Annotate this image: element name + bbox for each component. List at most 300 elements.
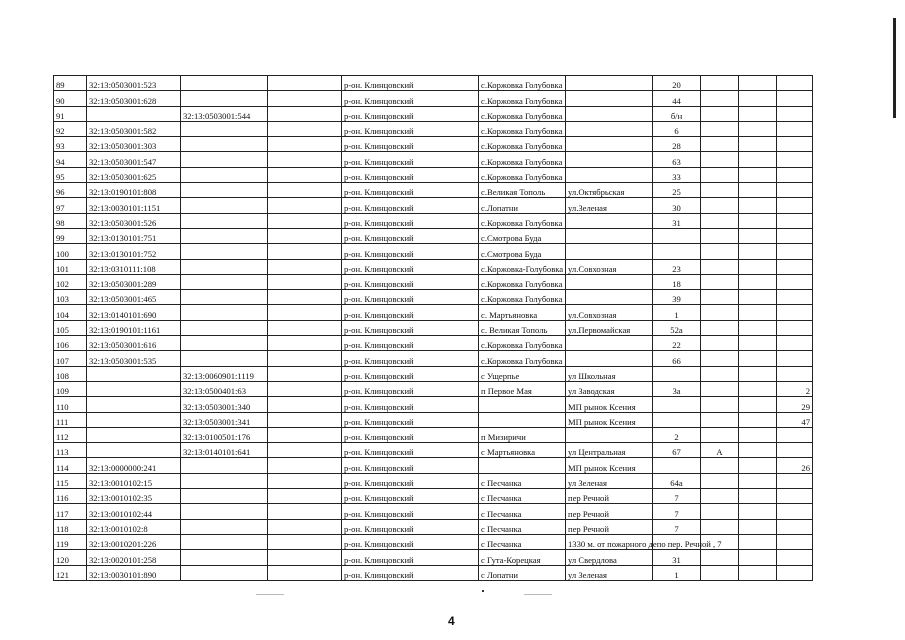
house-number-cell: 2 bbox=[653, 427, 701, 442]
house-number-cell: 66 bbox=[653, 351, 701, 366]
table-row bbox=[54, 458, 813, 473]
settlement-cell: с Ущерпье bbox=[479, 366, 566, 381]
building-letter-cell bbox=[701, 152, 739, 167]
table-row bbox=[54, 137, 813, 152]
street-cell bbox=[566, 213, 653, 228]
extra-cell bbox=[739, 305, 777, 320]
registry-rows bbox=[54, 76, 813, 581]
empty-cell bbox=[268, 565, 342, 580]
cadastral-number-cell bbox=[87, 397, 181, 412]
row-number-cell: 117 bbox=[54, 504, 87, 519]
cadastral-number-cell bbox=[87, 381, 181, 396]
house-number-cell bbox=[653, 397, 701, 412]
street-cell bbox=[566, 106, 653, 121]
settlement-cell: с. Мартьяновка bbox=[479, 305, 566, 320]
extra-cell bbox=[739, 550, 777, 565]
settlement-cell: с Мартьяновка bbox=[479, 443, 566, 458]
settlement-cell bbox=[479, 458, 566, 473]
area-cell bbox=[777, 76, 813, 91]
table-row bbox=[54, 534, 813, 549]
cadastral-number-alt-cell bbox=[181, 320, 268, 335]
cadastral-number-cell: 32:13:0020101:258 bbox=[87, 550, 181, 565]
empty-cell bbox=[268, 504, 342, 519]
district-cell: р-он. Клинцовский bbox=[342, 320, 479, 335]
row-number-cell: 99 bbox=[54, 228, 87, 243]
settlement-cell: п Первое Мая bbox=[479, 381, 566, 396]
cadastral-number-cell: 32:13:0010102:8 bbox=[87, 519, 181, 534]
street-cell: ул.Зеленая bbox=[566, 198, 653, 213]
cadastral-number-alt-cell bbox=[181, 183, 268, 198]
street-cell: МП рынок Ксения bbox=[566, 412, 653, 427]
house-number-cell: 25 bbox=[653, 183, 701, 198]
house-number-cell: 18 bbox=[653, 274, 701, 289]
empty-cell bbox=[268, 351, 342, 366]
area-cell bbox=[777, 366, 813, 381]
empty-cell bbox=[268, 336, 342, 351]
street-cell bbox=[566, 152, 653, 167]
area-cell bbox=[777, 213, 813, 228]
extra-cell bbox=[739, 290, 777, 305]
empty-cell bbox=[268, 489, 342, 504]
empty-cell bbox=[268, 106, 342, 121]
district-cell: р-он. Клинцовский bbox=[342, 519, 479, 534]
extra-cell bbox=[739, 381, 777, 396]
district-cell: р-он. Клинцовский bbox=[342, 443, 479, 458]
row-number-cell: 92 bbox=[54, 121, 87, 136]
extra-cell bbox=[739, 213, 777, 228]
house-number-cell: 67 bbox=[653, 443, 701, 458]
building-letter-cell bbox=[701, 412, 739, 427]
house-number-cell: 33 bbox=[653, 167, 701, 182]
district-cell: р-он. Клинцовский bbox=[342, 290, 479, 305]
cadastral-number-cell: 32:13:0190101:808 bbox=[87, 183, 181, 198]
table-row bbox=[54, 412, 813, 427]
building-letter-cell bbox=[701, 336, 739, 351]
cadastral-number-cell bbox=[87, 366, 181, 381]
house-number-cell: б/н bbox=[653, 106, 701, 121]
house-number-cell: 7 bbox=[653, 519, 701, 534]
building-letter-cell bbox=[701, 244, 739, 259]
scan-mark bbox=[482, 590, 484, 592]
district-cell: р-он. Клинцовский bbox=[342, 305, 479, 320]
empty-cell bbox=[268, 427, 342, 442]
extra-cell bbox=[739, 198, 777, 213]
empty-cell bbox=[268, 366, 342, 381]
cadastral-number-alt-cell bbox=[181, 473, 268, 488]
area-cell: 47 bbox=[777, 412, 813, 427]
extra-cell bbox=[739, 351, 777, 366]
building-letter-cell bbox=[701, 489, 739, 504]
settlement-cell: с.Коржовка Голубовка bbox=[479, 137, 566, 152]
empty-cell bbox=[268, 443, 342, 458]
empty-cell bbox=[268, 183, 342, 198]
settlement-cell: с.Коржовка Голубовка bbox=[479, 91, 566, 106]
house-number-cell: 7 bbox=[653, 504, 701, 519]
district-cell: р-он. Клинцовский bbox=[342, 427, 479, 442]
table-row bbox=[54, 274, 813, 289]
district-cell: р-он. Клинцовский bbox=[342, 76, 479, 91]
cadastral-number-alt-cell bbox=[181, 458, 268, 473]
street-cell: ул.Первомайская bbox=[566, 320, 653, 335]
scan-mark bbox=[524, 594, 552, 595]
registry-table bbox=[53, 75, 813, 581]
row-number-cell: 103 bbox=[54, 290, 87, 305]
building-letter-cell bbox=[701, 473, 739, 488]
settlement-cell: с.Коржовка Голубовка bbox=[479, 152, 566, 167]
extra-cell bbox=[739, 427, 777, 442]
cadastral-number-alt-cell bbox=[181, 504, 268, 519]
row-number-cell: 111 bbox=[54, 412, 87, 427]
row-number-cell: 90 bbox=[54, 91, 87, 106]
table-row bbox=[54, 519, 813, 534]
row-number-cell: 106 bbox=[54, 336, 87, 351]
table-row bbox=[54, 121, 813, 136]
cadastral-number-cell: 32:13:0030101:890 bbox=[87, 565, 181, 580]
settlement-cell: с Песчанка bbox=[479, 504, 566, 519]
cadastral-number-alt-cell bbox=[181, 152, 268, 167]
building-letter-cell bbox=[701, 183, 739, 198]
settlement-cell bbox=[479, 397, 566, 412]
table-row bbox=[54, 565, 813, 580]
extra-cell bbox=[739, 519, 777, 534]
street-cell: ул Зеленая bbox=[566, 473, 653, 488]
settlement-cell: с.Коржовка Голубовка bbox=[479, 121, 566, 136]
row-number-cell: 120 bbox=[54, 550, 87, 565]
cadastral-number-alt-cell bbox=[181, 137, 268, 152]
row-number-cell: 105 bbox=[54, 320, 87, 335]
row-number-cell: 97 bbox=[54, 198, 87, 213]
settlement-cell: с.Коржовка Голубовка bbox=[479, 167, 566, 182]
cadastral-number-alt-cell bbox=[181, 305, 268, 320]
area-cell bbox=[777, 550, 813, 565]
street-cell: ул.Совхозная bbox=[566, 305, 653, 320]
cadastral-number-cell: 32:13:0503001:547 bbox=[87, 152, 181, 167]
area-cell bbox=[777, 244, 813, 259]
empty-cell bbox=[268, 244, 342, 259]
extra-cell bbox=[739, 534, 777, 549]
street-cell: ул Школьная bbox=[566, 366, 653, 381]
district-cell: р-он. Клинцовский bbox=[342, 274, 479, 289]
house-number-cell: 31 bbox=[653, 213, 701, 228]
street-cell: 1330 м. от пожарного депо пер. Речной , 7 bbox=[566, 534, 653, 549]
cadastral-number-alt-cell bbox=[181, 244, 268, 259]
area-cell bbox=[777, 305, 813, 320]
cadastral-number-cell: 32:13:0030101:1151 bbox=[87, 198, 181, 213]
cadastral-number-cell: 32:13:0010201:226 bbox=[87, 534, 181, 549]
table-row bbox=[54, 366, 813, 381]
building-letter-cell: А bbox=[701, 443, 739, 458]
extra-cell bbox=[739, 412, 777, 427]
table-row bbox=[54, 473, 813, 488]
district-cell: р-он. Клинцовский bbox=[342, 565, 479, 580]
area-cell bbox=[777, 534, 813, 549]
row-number-cell: 108 bbox=[54, 366, 87, 381]
settlement-cell: с.Лопатни bbox=[479, 198, 566, 213]
building-letter-cell bbox=[701, 381, 739, 396]
scan-mark bbox=[256, 594, 284, 595]
row-number-cell: 110 bbox=[54, 397, 87, 412]
extra-cell bbox=[739, 366, 777, 381]
cadastral-number-alt-cell: 32:13:0140101:641 bbox=[181, 443, 268, 458]
house-number-cell bbox=[653, 244, 701, 259]
district-cell: р-он. Клинцовский bbox=[342, 412, 479, 427]
cadastral-number-alt-cell: 32:13:0500401:63 bbox=[181, 381, 268, 396]
area-cell bbox=[777, 351, 813, 366]
area-cell bbox=[777, 565, 813, 580]
row-number-cell: 107 bbox=[54, 351, 87, 366]
street-cell bbox=[566, 427, 653, 442]
settlement-cell: с. Великая Тополь bbox=[479, 320, 566, 335]
area-cell: 2 bbox=[777, 381, 813, 396]
extra-cell bbox=[739, 397, 777, 412]
row-number-cell: 102 bbox=[54, 274, 87, 289]
table-row bbox=[54, 213, 813, 228]
building-letter-cell bbox=[701, 366, 739, 381]
district-cell: р-он. Клинцовский bbox=[342, 381, 479, 396]
area-cell bbox=[777, 489, 813, 504]
cadastral-number-cell: 32:13:0310111:108 bbox=[87, 259, 181, 274]
empty-cell bbox=[268, 121, 342, 136]
street-cell: ул Центральная bbox=[566, 443, 653, 458]
row-number-cell: 101 bbox=[54, 259, 87, 274]
row-number-cell: 115 bbox=[54, 473, 87, 488]
cadastral-number-alt-cell bbox=[181, 290, 268, 305]
district-cell: р-он. Клинцовский bbox=[342, 106, 479, 121]
street-cell: ул Зеленая bbox=[566, 565, 653, 580]
row-number-cell: 91 bbox=[54, 106, 87, 121]
extra-cell bbox=[739, 336, 777, 351]
row-number-cell: 100 bbox=[54, 244, 87, 259]
district-cell: р-он. Клинцовский bbox=[342, 473, 479, 488]
row-number-cell: 121 bbox=[54, 565, 87, 580]
settlement-cell: с Песчанка bbox=[479, 519, 566, 534]
district-cell: р-он. Клинцовский bbox=[342, 198, 479, 213]
extra-cell bbox=[739, 244, 777, 259]
house-number-cell: 3а bbox=[653, 381, 701, 396]
empty-cell bbox=[268, 167, 342, 182]
building-letter-cell bbox=[701, 106, 739, 121]
house-number-cell bbox=[653, 458, 701, 473]
house-number-cell: 28 bbox=[653, 137, 701, 152]
empty-cell bbox=[268, 381, 342, 396]
extra-cell bbox=[739, 106, 777, 121]
street-cell: пер Речной bbox=[566, 504, 653, 519]
cadastral-number-alt-cell: 32:13:0060901:1119 bbox=[181, 366, 268, 381]
settlement-cell: с.Коржовка-Голубовка bbox=[479, 259, 566, 274]
area-cell bbox=[777, 137, 813, 152]
building-letter-cell bbox=[701, 290, 739, 305]
row-number-cell: 94 bbox=[54, 152, 87, 167]
cadastral-number-cell: 32:13:0010102:35 bbox=[87, 489, 181, 504]
table-row bbox=[54, 320, 813, 335]
table-row bbox=[54, 290, 813, 305]
cadastral-number-alt-cell bbox=[181, 534, 268, 549]
cadastral-number-cell bbox=[87, 106, 181, 121]
area-cell bbox=[777, 152, 813, 167]
cadastral-number-alt-cell bbox=[181, 198, 268, 213]
district-cell: р-он. Клинцовский bbox=[342, 183, 479, 198]
row-number-cell: 118 bbox=[54, 519, 87, 534]
settlement-cell: с.Коржовка Голубовка bbox=[479, 351, 566, 366]
street-cell bbox=[566, 137, 653, 152]
district-cell: р-он. Клинцовский bbox=[342, 121, 479, 136]
cadastral-number-alt-cell bbox=[181, 489, 268, 504]
table-row bbox=[54, 244, 813, 259]
extra-cell bbox=[739, 473, 777, 488]
street-cell bbox=[566, 91, 653, 106]
table-row bbox=[54, 336, 813, 351]
building-letter-cell bbox=[701, 565, 739, 580]
extra-cell bbox=[739, 183, 777, 198]
extra-cell bbox=[739, 443, 777, 458]
street-cell: ул Свердлова bbox=[566, 550, 653, 565]
street-cell: МП рынок Ксения bbox=[566, 458, 653, 473]
house-number-cell: 22 bbox=[653, 336, 701, 351]
area-cell bbox=[777, 290, 813, 305]
settlement-cell: с Гута-Корецкая bbox=[479, 550, 566, 565]
cadastral-number-cell: 32:13:0140101:690 bbox=[87, 305, 181, 320]
page-edge-line bbox=[893, 18, 896, 118]
district-cell: р-он. Клинцовский bbox=[342, 397, 479, 412]
cadastral-number-alt-cell: 32:13:0503001:544 bbox=[181, 106, 268, 121]
building-letter-cell bbox=[701, 121, 739, 136]
street-cell bbox=[566, 290, 653, 305]
empty-cell bbox=[268, 305, 342, 320]
table-row bbox=[54, 489, 813, 504]
settlement-cell: п Мизиричи bbox=[479, 427, 566, 442]
table-row bbox=[54, 183, 813, 198]
cadastral-number-alt-cell bbox=[181, 274, 268, 289]
settlement-cell: с.Великая Тополь bbox=[479, 183, 566, 198]
empty-cell bbox=[268, 76, 342, 91]
street-cell bbox=[566, 228, 653, 243]
settlement-cell: с Лопатни bbox=[479, 565, 566, 580]
street-cell bbox=[566, 244, 653, 259]
row-number-cell: 119 bbox=[54, 534, 87, 549]
table-row bbox=[54, 427, 813, 442]
table-row bbox=[54, 152, 813, 167]
table-row bbox=[54, 397, 813, 412]
extra-cell bbox=[739, 504, 777, 519]
house-number-cell bbox=[653, 366, 701, 381]
empty-cell bbox=[268, 290, 342, 305]
settlement-cell: с.Смотрова Буда bbox=[479, 228, 566, 243]
settlement-cell: с Песчанка bbox=[479, 473, 566, 488]
cadastral-number-cell: 32:13:0130101:752 bbox=[87, 244, 181, 259]
extra-cell bbox=[739, 137, 777, 152]
settlement-cell: с.Коржовка Голубовка bbox=[479, 76, 566, 91]
building-letter-cell bbox=[701, 91, 739, 106]
cadastral-number-cell: 32:13:0503001:628 bbox=[87, 91, 181, 106]
building-letter-cell bbox=[701, 550, 739, 565]
empty-cell bbox=[268, 412, 342, 427]
page-number: 4 bbox=[448, 614, 455, 628]
house-number-cell: 52а bbox=[653, 320, 701, 335]
cadastral-number-alt-cell: 32:13:0503001:340 bbox=[181, 397, 268, 412]
settlement-cell: с.Коржовка Голубовка bbox=[479, 274, 566, 289]
house-number-cell: 63 bbox=[653, 152, 701, 167]
empty-cell bbox=[268, 198, 342, 213]
cadastral-number-alt-cell bbox=[181, 336, 268, 351]
table-row bbox=[54, 305, 813, 320]
cadastral-number-cell: 32:13:0503001:616 bbox=[87, 336, 181, 351]
district-cell: р-он. Клинцовский bbox=[342, 366, 479, 381]
cadastral-number-alt-cell: 32:13:0100501:176 bbox=[181, 427, 268, 442]
area-cell: 29 bbox=[777, 397, 813, 412]
settlement-cell: с.Коржовка Голубовка bbox=[479, 213, 566, 228]
settlement-cell: с Песчанка bbox=[479, 489, 566, 504]
district-cell: р-он. Клинцовский bbox=[342, 167, 479, 182]
building-letter-cell bbox=[701, 274, 739, 289]
row-number-cell: 116 bbox=[54, 489, 87, 504]
building-letter-cell bbox=[701, 320, 739, 335]
table-row bbox=[54, 106, 813, 121]
street-cell bbox=[566, 336, 653, 351]
building-letter-cell bbox=[701, 305, 739, 320]
area-cell bbox=[777, 443, 813, 458]
cadastral-number-alt-cell: 32:13:0503001:341 bbox=[181, 412, 268, 427]
table-row bbox=[54, 351, 813, 366]
district-cell: р-он. Клинцовский bbox=[342, 91, 479, 106]
cadastral-number-alt-cell bbox=[181, 76, 268, 91]
cadastral-number-alt-cell bbox=[181, 351, 268, 366]
row-number-cell: 93 bbox=[54, 137, 87, 152]
cadastral-number-cell: 32:13:0010102:15 bbox=[87, 473, 181, 488]
area-cell bbox=[777, 228, 813, 243]
cadastral-number-cell bbox=[87, 443, 181, 458]
street-cell: пер Речной bbox=[566, 489, 653, 504]
row-number-cell: 114 bbox=[54, 458, 87, 473]
settlement-cell: с.Коржовка Голубовка bbox=[479, 290, 566, 305]
settlement-cell: с.Смотрова Буда bbox=[479, 244, 566, 259]
row-number-cell: 98 bbox=[54, 213, 87, 228]
cadastral-number-alt-cell bbox=[181, 565, 268, 580]
cadastral-number-alt-cell bbox=[181, 167, 268, 182]
district-cell: р-он. Клинцовский bbox=[342, 504, 479, 519]
building-letter-cell bbox=[701, 198, 739, 213]
row-number-cell: 96 bbox=[54, 183, 87, 198]
extra-cell bbox=[739, 274, 777, 289]
table-row bbox=[54, 443, 813, 458]
extra-cell bbox=[739, 565, 777, 580]
extra-cell bbox=[739, 76, 777, 91]
district-cell: р-он. Клинцовский bbox=[342, 137, 479, 152]
table-row bbox=[54, 228, 813, 243]
house-number-cell: 30 bbox=[653, 198, 701, 213]
empty-cell bbox=[268, 152, 342, 167]
district-cell: р-он. Клинцовский bbox=[342, 458, 479, 473]
extra-cell bbox=[739, 91, 777, 106]
house-number-cell: 7 bbox=[653, 489, 701, 504]
house-number-cell: 1 bbox=[653, 565, 701, 580]
table-row bbox=[54, 504, 813, 519]
empty-cell bbox=[268, 550, 342, 565]
row-number-cell: 104 bbox=[54, 305, 87, 320]
building-letter-cell bbox=[701, 351, 739, 366]
cadastral-number-cell: 32:13:0190101:1161 bbox=[87, 320, 181, 335]
street-cell bbox=[566, 121, 653, 136]
cadastral-number-cell: 32:13:0503001:535 bbox=[87, 351, 181, 366]
row-number-cell: 109 bbox=[54, 381, 87, 396]
cadastral-number-alt-cell bbox=[181, 228, 268, 243]
area-cell bbox=[777, 198, 813, 213]
district-cell: р-он. Клинцовский bbox=[342, 152, 479, 167]
area-cell bbox=[777, 473, 813, 488]
street-cell: пер Речной bbox=[566, 519, 653, 534]
house-number-cell bbox=[653, 228, 701, 243]
cadastral-number-cell: 32:13:0503001:523 bbox=[87, 76, 181, 91]
settlement-cell: с Песчанка bbox=[479, 534, 566, 549]
